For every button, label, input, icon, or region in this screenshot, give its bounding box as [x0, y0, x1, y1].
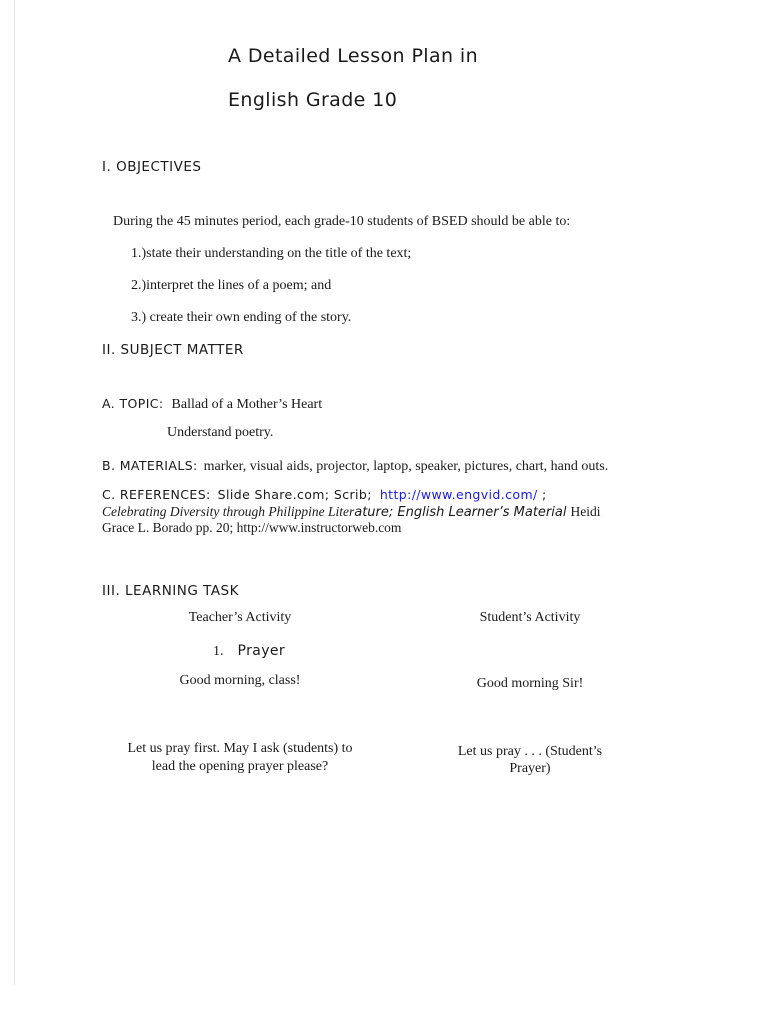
topic-value: Ballad of a Mother’s Heart: [171, 397, 323, 412]
references-line-3: Grace L. Borado pp. 20; http://www.instructorweb.com: [102, 520, 402, 535]
references-label: C. REFERENCES:: [102, 487, 211, 502]
teacher-activity-header: Teacher’s Activity: [188, 610, 292, 625]
learning-task-heading: III. LEARNING TASK: [102, 583, 239, 599]
student-activity-header: Student’s Activity: [479, 610, 581, 625]
topic-label: A. TOPIC:: [102, 396, 164, 411]
document-title-line2: English Grade 10: [228, 89, 398, 111]
objectives-heading: I. OBJECTIVES: [102, 159, 202, 175]
references-line-2: [102, 503, 600, 521]
teacher-greeting: Good morning, class!: [179, 673, 301, 688]
step-number: 1.: [213, 644, 224, 659]
topic-note: Understand poetry.: [167, 425, 274, 440]
references-author: Heidi: [570, 504, 601, 519]
teacher-prayer-line-2: lead the opening prayer please?: [151, 759, 329, 774]
references-sources: Slide Share.com; Scrib;: [217, 487, 372, 502]
page-edge-line: [14, 0, 15, 985]
subject-matter-heading: II. SUBJECT MATTER: [102, 342, 244, 358]
references-line-1: [102, 486, 547, 504]
materials-line: [102, 457, 608, 475]
document-title-line1: A Detailed Lesson Plan in: [228, 45, 479, 67]
step-title: Prayer: [237, 643, 286, 659]
step-prayer: [213, 642, 285, 660]
objective-item-1: 1.)state their understanding on the title of the text;: [131, 246, 412, 261]
student-prayer-line-2: Prayer): [509, 761, 551, 776]
references-link[interactable]: http://www.engvid.com/: [379, 487, 538, 502]
student-greeting: Good morning Sir!: [476, 676, 584, 691]
student-prayer-line-1: Let us pray . . . (Student’s: [457, 744, 603, 759]
references-book-title: Celebrating Diversity through Philippine Liter: [102, 504, 355, 519]
objective-item-2: 2.)interpret the lines of a poem; and: [131, 278, 332, 293]
materials-label: B. MATERIALS:: [102, 458, 198, 473]
references-semicolon: ;: [537, 487, 547, 502]
objectives-intro: During the 45 minutes period, each grade-10 students of BSED should be able to:: [113, 214, 571, 229]
references-book-title-tail: ature; English Learner’s Material: [354, 505, 567, 520]
materials-value: marker, visual aids, projector, laptop, speaker, pictures, chart, hand outs.: [203, 459, 609, 474]
teacher-prayer-line-1: Let us pray first. May I ask (students) to: [127, 741, 353, 756]
objective-item-3: 3.) create their own ending of the story.: [131, 310, 352, 325]
topic-line: [102, 395, 322, 413]
